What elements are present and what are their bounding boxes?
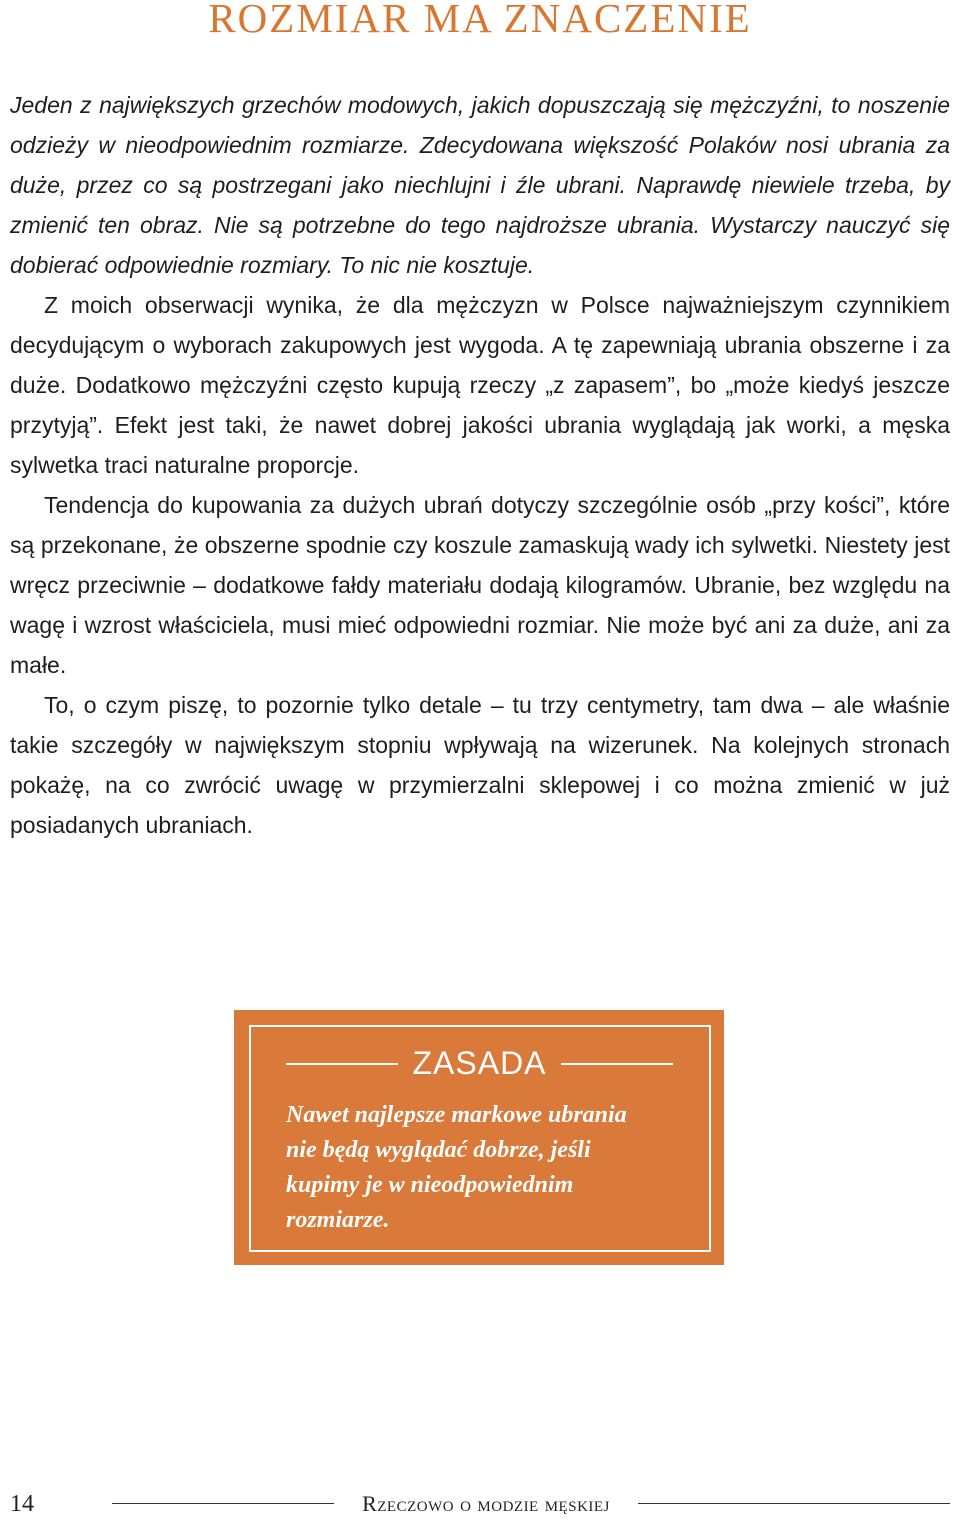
chapter-title: ROZMIAR MA ZNACZENIE (208, 0, 752, 41)
body-paragraph-2: Tendencja do kupowania za dużych ubrań dotyczy szczególnie osób „przy kości”, które są przekonane, że obszerne spodnie czy koszule zamaskują wady ich sylwetki. Niestety jest wręcz przeciwnie – dodatkowe fałdy materiału dodają kilogramów. Ubranie, bez względu na wagę i wzrost właściciela, musi mieć odpowiedni rozmiar. Nie może być ani za duże, ani za małe. (10, 492, 950, 678)
rule-box (234, 1010, 724, 1265)
rule-box-frame (249, 1025, 711, 1252)
rule-header-line-right (561, 1063, 673, 1065)
footer-rule-right (638, 1503, 950, 1504)
footer-rule-left (112, 1503, 334, 1504)
intro-paragraph: Jeden z największych grzechów modowych, jakich dopuszczają się mężczyźni, to noszenie odzieży w nieodpowiednim rozmiarze. Zdecydowana większość Polaków nosi ubrania za duże, przez co są postrzegani jako niechlujni i źle ubrani. Naprawdę niewiele trzeba, by zmienić ten obraz. Nie są potrzebne do tego najdroższe ubrania. Wystarczy nauczyć się dobierać odpowiednie rozmiary. To nic nie kosztuje. (10, 92, 950, 278)
body-paragraph-1: Z moich obserwacji wynika, że dla mężczyzn w Polsce najważniejszym czynnikiem decydującym o wyborach zakupowych jest wygoda. A tę zapewniają ubrania obszerne i za duże. Dodatkowo mężczyźni często kupują rzeczy „z zapasem”, bo „może kiedyś jeszcze przytyją”. Efekt jest taki, że nawet dobrej jakości ubrania wyglądają jak worki, a męska sylwetka traci naturalne proporcje. (10, 292, 950, 478)
rule-header-line-left (286, 1063, 398, 1065)
rule-box-header (251, 1041, 709, 1085)
body-paragraph-3: To, o czym piszę, to pozornie tylko detale – tu trzy centymetry, tam dwa – ale właśnie takie szczegóły w największym stopniu wpływają na wizerunek. Na kolejnych stronach pokażę, na co zwrócić uwagę w przymierzalni sklepowej i co można zmienić w już posiadanych ubraniach. (10, 692, 950, 838)
running-book-title: Rzeczowo o modzie męskiej (362, 1491, 610, 1516)
rule-box-text: Nawet najlepsze markowe ubrania nie będą wyglądać dobrze, jeśli kupimy je w nieodpowiednim rozmiarze. (286, 1102, 627, 1233)
page-number: 14 (10, 1491, 34, 1517)
body-text (10, 285, 950, 845)
page-footer (0, 1487, 960, 1527)
rule-box-heading: ZASADA (412, 1045, 547, 1081)
